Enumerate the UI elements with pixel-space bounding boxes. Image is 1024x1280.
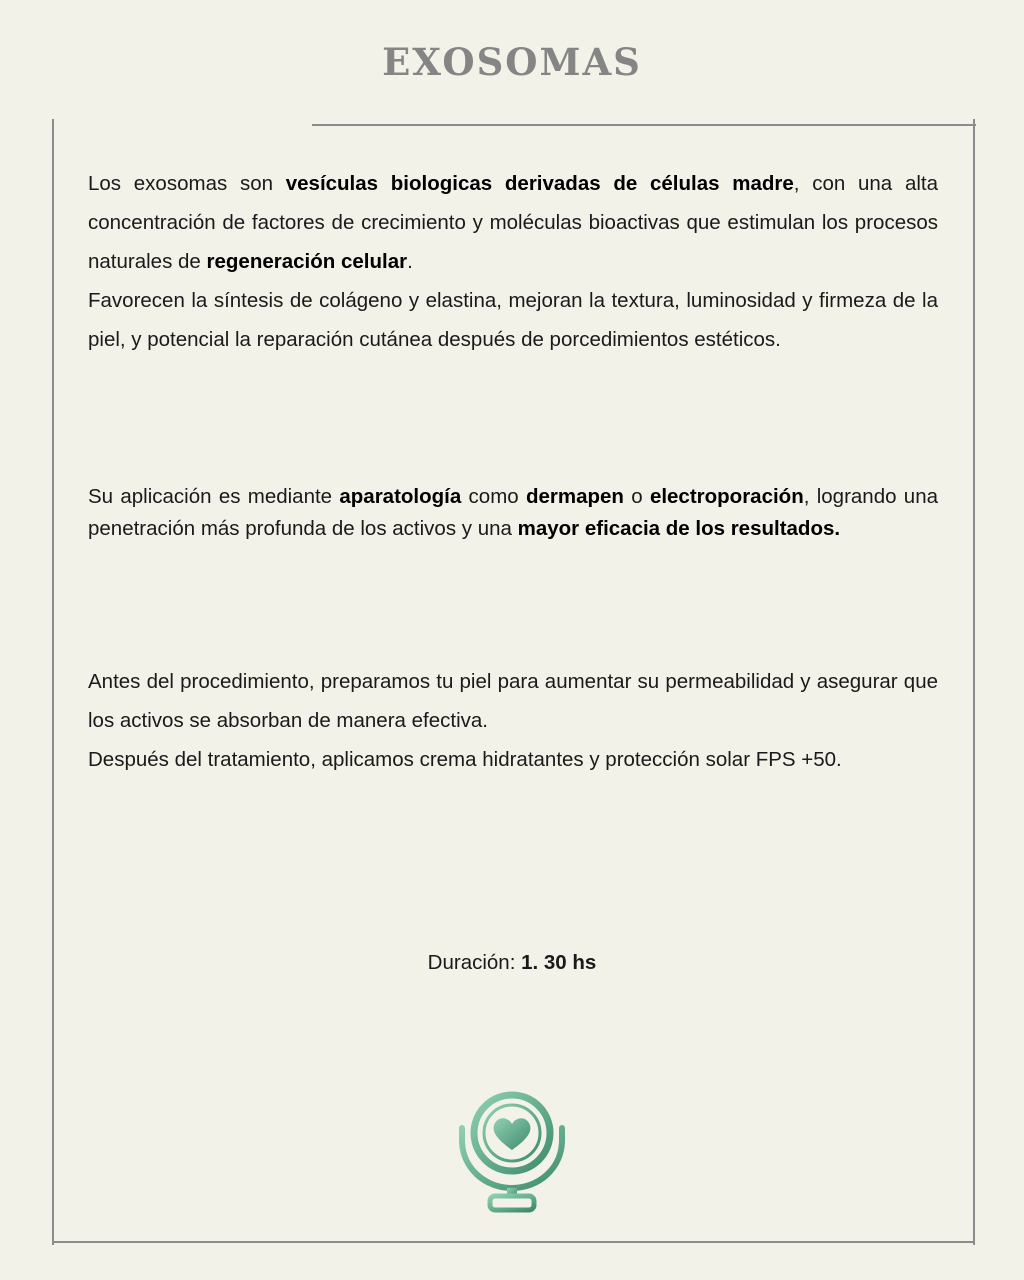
- text: como: [461, 485, 526, 508]
- bold-text: electroporación: [649, 485, 804, 508]
- mirror-heart-icon: [455, 1088, 570, 1214]
- page-title: EXOSOMAS: [382, 40, 642, 84]
- text: Favorecen la síntesis de colágeno y elastina, mejoran la textura, luminosidad y firmeza de la piel, y potencial la reparación cutánea después de porcedimientos estéticos.: [88, 289, 938, 351]
- text: Después del tratamiento, aplicamos crema hidratantes y protección solar FPS +50.: [88, 748, 842, 771]
- bold-text: vesículas biologicas derivadas de células madre: [285, 172, 794, 195]
- application-paragraph: [88, 481, 938, 544]
- frame-left: [52, 119, 54, 1245]
- duration: [0, 951, 1024, 975]
- text: Su aplicación es mediante: [88, 485, 340, 508]
- duration-value: 1. 30 hs: [521, 951, 597, 974]
- bold-text: dermapen: [525, 485, 624, 508]
- bold-text: regeneración celular: [206, 250, 408, 273]
- intro-paragraph: [88, 164, 938, 359]
- text: , logrando una penetración más profunda de los activos y una: [88, 485, 938, 540]
- text: Los exosomas son: [88, 172, 286, 195]
- text: Antes del procedimiento, preparamos tu piel para aumentar su permeabilidad y asegurar que los activos se absorban de manera efectiva.: [88, 670, 938, 732]
- frame-top: [312, 124, 976, 126]
- text: o: [623, 485, 650, 508]
- duration-label: Duración:: [427, 951, 522, 974]
- text: , con una alta concentración de factores de crecimiento y moléculas bioactivas que estimulan los procesos naturales de: [88, 172, 938, 273]
- bold-text: mayor eficacia de los resultados.: [517, 516, 841, 540]
- frame-bottom: [52, 1241, 975, 1243]
- frame-right: [973, 119, 975, 1245]
- care-paragraph: [88, 662, 938, 779]
- text: .: [407, 250, 413, 273]
- bold-text: aparatología: [339, 485, 462, 508]
